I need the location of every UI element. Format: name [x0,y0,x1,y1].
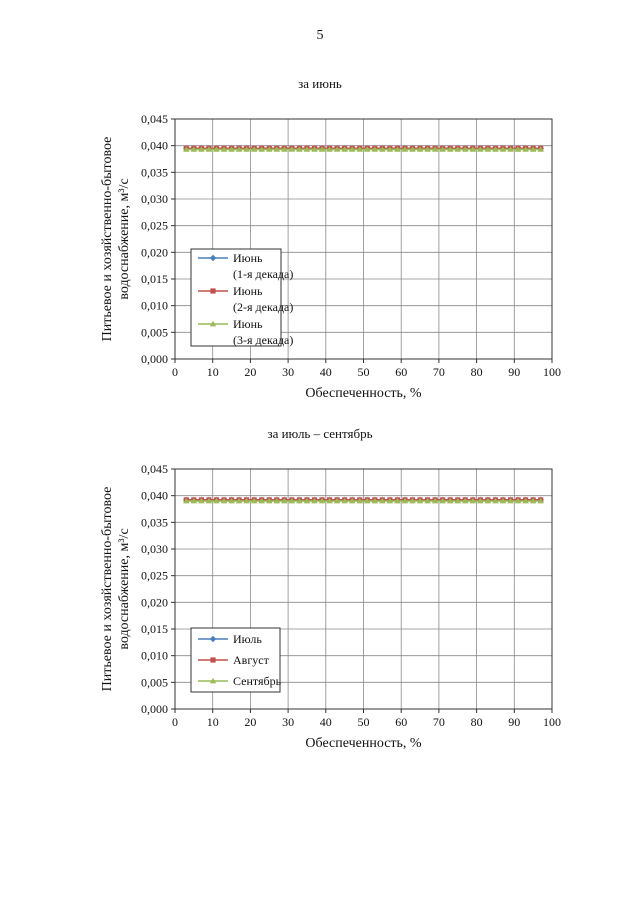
chart-1-title: за июнь [298,76,342,91]
x-tick-label: 100 [543,365,561,379]
legend-label-1: Август [233,653,269,667]
x-tick-label: 10 [206,365,219,379]
x-tick-label: 20 [244,365,257,379]
x-tick-label: 90 [508,715,521,729]
legend-label-0: Июнь [233,251,263,265]
legend-label-1: Июнь [233,284,263,298]
chart-july-september [0,450,640,760]
x-axis-label: Обеспеченность, % [305,736,422,751]
x-tick-label: 60 [395,715,408,729]
x-tick-label: 20 [244,715,257,729]
legend-label-2: Июнь [233,317,263,331]
y-tick-label: 0,020 [141,245,168,260]
legend-label-2: (3-я декада) [233,333,294,347]
y-tick-label: 0,025 [141,568,168,583]
x-tick-label: 40 [319,715,332,729]
legend-swatch-marker-1 [210,288,215,293]
y-tick-label: 0,010 [141,298,168,313]
legend-label-0: Июль [233,632,262,646]
page-number: 5 [316,28,324,43]
x-tick-label: 0 [172,365,178,379]
x-tick-label: 80 [470,365,483,379]
chart-2-title: за июль – сентябрь [267,426,373,441]
x-tick-label: 40 [319,365,332,379]
y-tick-label: 0,045 [141,112,168,126]
y-axis-label-line-1: Питьевое и хозяйственно-бытовое [100,486,115,692]
legend [191,628,282,692]
y-axis-label [100,137,132,342]
y-axis-label-line-2: водоснабжение, м³/с [117,528,132,650]
x-tick-label: 10 [206,715,219,729]
x-tick-label: 70 [432,365,445,379]
x-tick-label: 0 [172,715,178,729]
x-tick-label: 30 [282,715,295,729]
x-axis-label: Обеспеченность, % [305,386,422,401]
y-tick-label: 0,020 [141,595,168,610]
legend-label-0: (1-я декада) [233,267,294,281]
y-axis-label-line-2: водоснабжение, м³/с [117,178,132,300]
y-tick-label: 0,000 [141,352,168,366]
y-tick-label: 0,000 [141,702,168,716]
y-tick-label: 0,045 [141,462,168,476]
x-tick-label: 50 [357,365,370,379]
x-tick-label: 80 [470,715,483,729]
y-tick-label: 0,040 [141,138,168,153]
y-tick-label: 0,030 [141,192,168,206]
chart-june [0,100,640,410]
legend-swatch-marker-1 [210,657,215,662]
y-axis-label-line-1: Питьевое и хозяйственно-бытовое [100,136,115,342]
y-tick-label: 0,010 [141,648,168,663]
y-tick-label: 0,015 [141,272,168,286]
y-tick-label: 0,025 [141,218,168,233]
y-tick-label: 0,005 [141,325,168,340]
y-tick-label: 0,040 [141,488,168,503]
x-tick-label: 60 [395,365,408,379]
x-tick-label: 70 [432,715,445,729]
legend [191,249,293,347]
y-axis-label [100,487,132,692]
y-tick-label: 0,030 [141,542,168,556]
legend-label-2: Сентябрь [233,674,282,688]
y-tick-label: 0,035 [141,165,168,180]
x-tick-label: 50 [357,715,370,729]
x-tick-label: 30 [282,365,295,379]
x-tick-label: 100 [543,715,561,729]
x-tick-label: 90 [508,365,521,379]
legend-label-1: (2-я декада) [233,300,294,314]
y-tick-label: 0,015 [141,622,168,636]
y-tick-label: 0,035 [141,515,168,530]
y-tick-label: 0,005 [141,675,168,690]
